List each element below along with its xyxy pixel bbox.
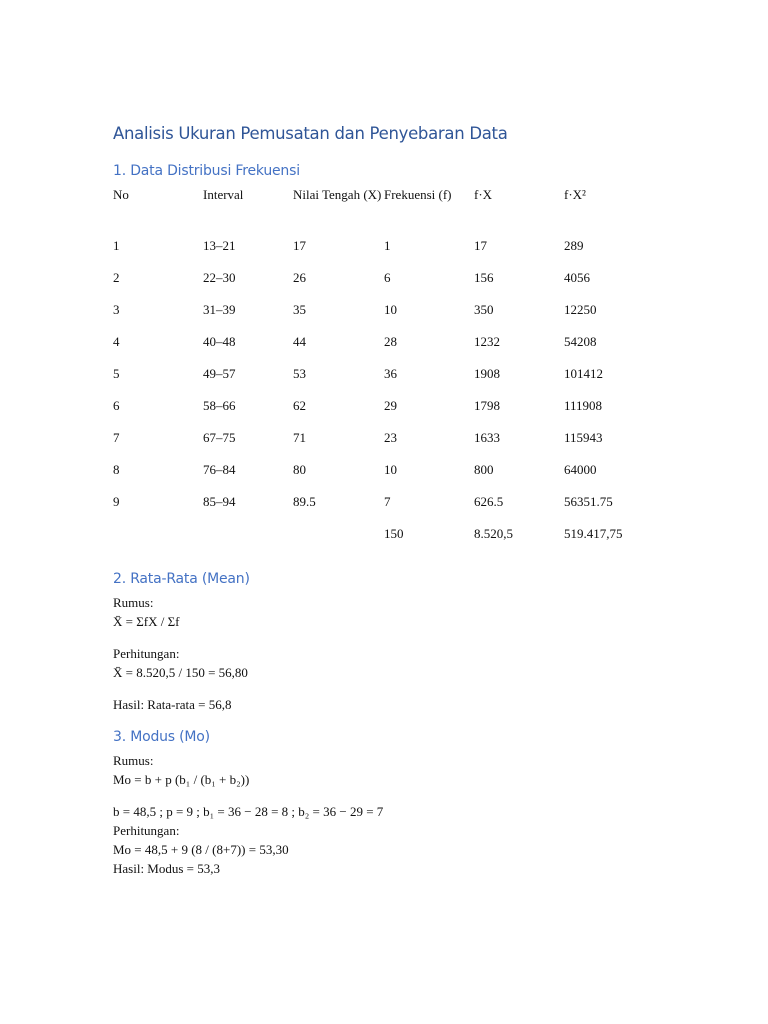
table-cell-fx-squared: 56351.75 (564, 494, 613, 509)
total-cell-midpoint (293, 524, 384, 556)
mean-calculation: X̄ = 8.520,5 / 150 = 56,80 (113, 665, 248, 680)
table-row (113, 428, 653, 460)
total-cell-fx: 8.520,5 (474, 526, 513, 541)
table-cell-frequency: 36 (384, 366, 397, 381)
table-cell-midpoint: 89.5 (293, 494, 316, 509)
table-row (113, 492, 653, 524)
table-cell-frequency: 28 (384, 334, 397, 349)
table-cell-fx: 800 (474, 462, 494, 477)
table-cell-fx-squared: 289 (564, 238, 584, 253)
table-cell-midpoint: 17 (293, 238, 306, 253)
table-cell-frequency: 10 (384, 462, 397, 477)
table-cell-frequency: 7 (384, 494, 391, 509)
mode-calculation-block (113, 802, 383, 878)
mode-result: Hasil: Modus = 53,3 (113, 861, 221, 876)
table-row (113, 332, 653, 364)
mean-calculation-block (113, 644, 248, 682)
table-cell-fx: 626.5 (474, 494, 504, 509)
table-cell-frequency: 6 (384, 270, 391, 285)
table-cell-no: 7 (113, 430, 120, 445)
table-cell-frequency: 10 (384, 302, 397, 317)
table-cell-frequency: 23 (384, 430, 397, 445)
table-cell-interval: 13–21 (203, 238, 236, 253)
table-cell-midpoint: 80 (293, 462, 306, 477)
column-header-no: No (113, 187, 129, 202)
mode-calculation: Mo = 48,5 + 9 (8 / (8+7)) = 53,30 (113, 842, 289, 857)
table-row (113, 268, 653, 300)
section-heading-mode: 3. Modus (Mo) (113, 729, 210, 745)
mode-formula-block (113, 751, 249, 789)
table-row (113, 364, 653, 396)
table-cell-fx: 1908 (474, 366, 500, 381)
mode-parameters: b = 48,5 ; p = 9 ; b₁ = 36 − 28 = 8 ; b₂ = 36 − 29 = 7 (113, 804, 384, 819)
column-header-interval: Interval (203, 187, 244, 202)
table-cell-interval: 58–66 (203, 398, 236, 413)
mean-result-block (113, 695, 232, 714)
table-cell-interval: 76–84 (203, 462, 236, 477)
mode-calculation-label: Perhitungan: (113, 823, 180, 838)
mean-formula: X̄ = ΣfX / Σf (113, 614, 180, 629)
table-cell-no: 8 (113, 462, 120, 477)
table-row (113, 300, 653, 332)
table-body (113, 236, 653, 556)
table-cell-fx: 1633 (474, 430, 500, 445)
table-cell-fx-squared: 12250 (564, 302, 597, 317)
table-row (113, 236, 653, 268)
table-cell-interval: 22–30 (203, 270, 236, 285)
mean-result: Hasil: Rata-rata = 56,8 (113, 697, 232, 712)
total-cell-fx-squared: 519.417,75 (564, 526, 623, 541)
total-cell-no (113, 524, 203, 556)
table-cell-fx-squared: 101412 (564, 366, 603, 381)
table-cell-fx: 17 (474, 238, 487, 253)
table-header-row (113, 185, 653, 236)
table-cell-no: 4 (113, 334, 120, 349)
column-header-fx-squared: f·X² (564, 187, 586, 202)
table-cell-fx: 1232 (474, 334, 500, 349)
table-cell-frequency: 1 (384, 238, 391, 253)
table-cell-fx-squared: 115943 (564, 430, 603, 445)
table-cell-interval: 31–39 (203, 302, 236, 317)
table-cell-fx-squared: 54208 (564, 334, 597, 349)
table-cell-fx-squared: 4056 (564, 270, 590, 285)
mean-calculation-label: Perhitungan: (113, 646, 180, 661)
table-cell-midpoint: 44 (293, 334, 306, 349)
section-heading-mean: 2. Rata-Rata (Mean) (113, 571, 250, 587)
table-cell-midpoint: 35 (293, 302, 306, 317)
mean-section-body (113, 593, 180, 631)
table-cell-fx: 1798 (474, 398, 500, 413)
table-cell-fx: 350 (474, 302, 494, 317)
section-heading-frequency-distribution: 1. Data Distribusi Frekuensi (113, 163, 300, 179)
document-title: Analisis Ukuran Pemusatan dan Penyebaran Data (113, 124, 508, 143)
table-cell-no: 1 (113, 238, 120, 253)
mode-formula-label: Rumus: (113, 753, 154, 768)
table-row (113, 396, 653, 428)
column-header-fx: f·X (474, 187, 493, 202)
table-cell-midpoint: 62 (293, 398, 306, 413)
table-cell-no: 5 (113, 366, 120, 381)
table-cell-interval: 40–48 (203, 334, 236, 349)
total-cell-interval (203, 524, 293, 556)
mode-formula: Mo = b + p (b₁ / (b₁ + b₂)) (113, 772, 250, 787)
column-header-frequency: Frekuensi (f) (384, 187, 452, 202)
table-row (113, 460, 653, 492)
table-cell-fx-squared: 64000 (564, 462, 597, 477)
table-cell-no: 3 (113, 302, 120, 317)
frequency-distribution-table (113, 185, 653, 556)
table-cell-midpoint: 53 (293, 366, 306, 381)
table-cell-no: 2 (113, 270, 120, 285)
table-cell-fx: 156 (474, 270, 494, 285)
table-totals-row (113, 524, 653, 556)
table-cell-frequency: 29 (384, 398, 397, 413)
table-cell-interval: 67–75 (203, 430, 236, 445)
total-cell-frequency: 150 (384, 526, 404, 541)
table-cell-midpoint: 26 (293, 270, 306, 285)
table-cell-fx-squared: 111908 (564, 398, 603, 413)
table-cell-no: 9 (113, 494, 120, 509)
column-header-midpoint: Nilai Tengah (X) (293, 187, 382, 202)
mean-formula-label: Rumus: (113, 595, 154, 610)
table-cell-midpoint: 71 (293, 430, 306, 445)
table-cell-interval: 85–94 (203, 494, 236, 509)
table-cell-interval: 49–57 (203, 366, 236, 381)
table-cell-no: 6 (113, 398, 120, 413)
